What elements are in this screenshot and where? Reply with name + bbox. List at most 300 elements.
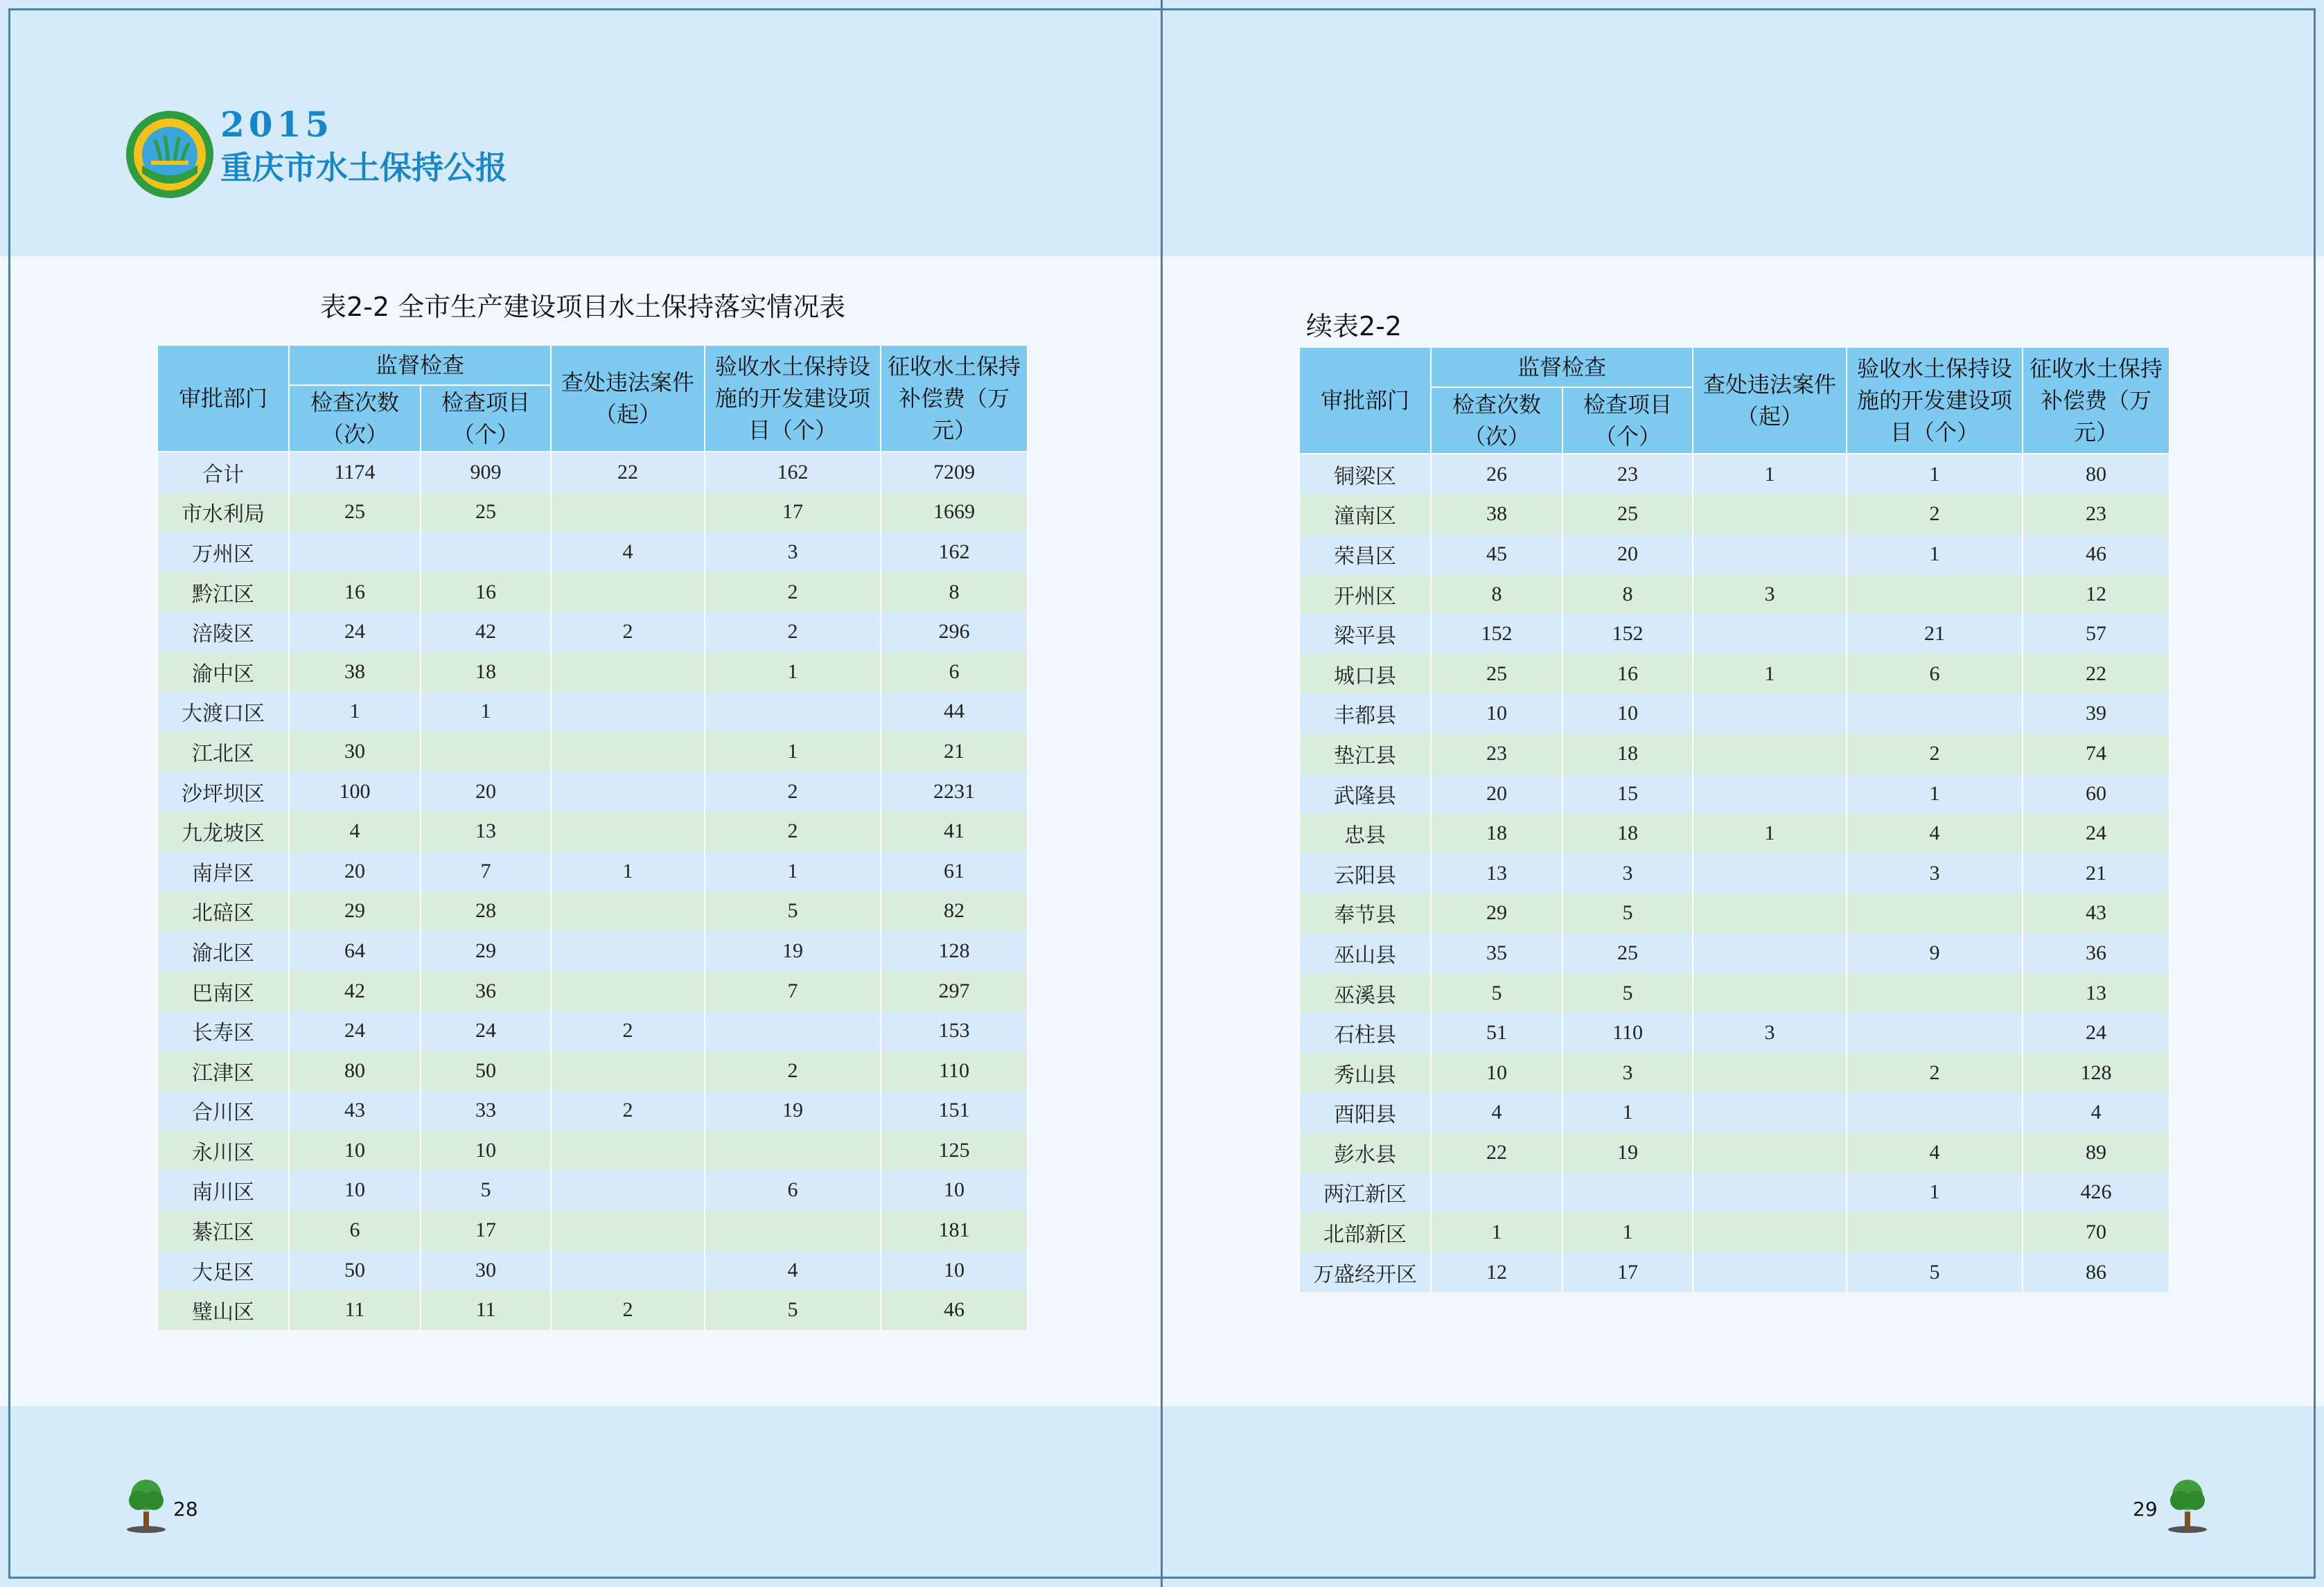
value-cell: 23 [2023, 495, 2169, 535]
value-cell: 4 [551, 532, 705, 572]
value-cell: 151 [881, 1091, 1028, 1131]
dept-cell: 江津区 [157, 1051, 289, 1091]
dept-cell: 长寿区 [157, 1011, 289, 1051]
value-cell: 82 [881, 892, 1028, 932]
value-cell: 1 [1693, 654, 1847, 694]
dept-cell: 梁平县 [1299, 614, 1431, 654]
value-cell: 162 [705, 452, 881, 493]
dept-cell: 忠县 [1299, 813, 1431, 853]
table-row [157, 532, 1028, 572]
value-cell: 64 [289, 931, 421, 971]
value-cell: 19 [705, 931, 881, 971]
value-cell: 28 [421, 892, 551, 932]
value-cell: 10 [289, 1171, 421, 1211]
value-cell: 29 [421, 931, 551, 971]
value-cell: 18 [421, 652, 551, 692]
value-cell [551, 1250, 705, 1291]
value-cell: 13 [421, 811, 551, 851]
value-cell [1693, 614, 1847, 654]
value-cell: 24 [2023, 813, 2169, 853]
value-cell: 4 [705, 1250, 881, 1291]
value-cell: 57 [2023, 614, 2169, 654]
value-cell [1693, 933, 1847, 973]
value-cell [551, 493, 705, 533]
table-row [157, 692, 1028, 732]
value-cell [551, 1210, 705, 1250]
value-cell: 18 [1431, 813, 1562, 853]
value-cell [1847, 973, 2023, 1013]
value-cell: 10 [289, 1131, 421, 1171]
right-table-title: 续表2-2 [1306, 311, 1402, 342]
table-row [1299, 654, 2169, 694]
value-cell [1693, 1093, 1847, 1133]
dept-cell: 市水利局 [157, 493, 289, 533]
table-row [1299, 534, 2169, 574]
dept-cell: 合计 [157, 452, 289, 493]
value-cell: 6 [881, 652, 1028, 692]
value-cell: 5 [705, 1290, 881, 1330]
value-cell: 8 [881, 572, 1028, 612]
table-row [157, 1250, 1028, 1291]
table-row [1299, 1212, 2169, 1252]
value-cell: 1 [1431, 1212, 1562, 1252]
value-cell: 10 [881, 1171, 1028, 1211]
value-cell: 5 [1562, 973, 1693, 1013]
value-cell: 30 [289, 732, 421, 772]
table-row [1299, 774, 2169, 814]
dept-cell: 渝中区 [157, 652, 289, 692]
value-cell: 50 [289, 1250, 421, 1291]
value-cell: 13 [2023, 973, 2169, 1013]
value-cell: 9 [1847, 933, 2023, 973]
value-cell: 23 [1431, 734, 1562, 774]
table-row [1299, 694, 2169, 734]
value-cell: 1 [421, 692, 551, 732]
dept-cell: 铜梁区 [1299, 454, 1431, 495]
value-cell [551, 692, 705, 732]
dept-cell: 合川区 [157, 1091, 289, 1131]
value-cell [1562, 1173, 1693, 1213]
value-cell: 10 [1562, 694, 1693, 734]
value-cell: 6 [289, 1210, 421, 1250]
value-cell [1847, 1093, 2023, 1133]
header-dept: 审批部门 [157, 345, 289, 452]
value-cell: 26 [1431, 454, 1562, 495]
value-cell: 89 [2023, 1133, 2169, 1173]
value-cell: 15 [1562, 774, 1693, 814]
value-cell: 909 [421, 452, 551, 493]
value-cell [551, 1171, 705, 1211]
value-cell: 43 [289, 1091, 421, 1131]
value-cell: 1 [1847, 534, 2023, 574]
value-cell: 11 [289, 1290, 421, 1330]
left-table-body [157, 452, 1028, 1330]
value-cell: 7 [705, 971, 881, 1011]
value-cell [1693, 853, 1847, 894]
dept-cell: 武隆县 [1299, 774, 1431, 814]
value-cell: 12 [2023, 574, 2169, 614]
value-cell: 18 [1562, 734, 1693, 774]
value-cell: 6 [1847, 654, 2023, 694]
value-cell: 38 [289, 652, 421, 692]
value-cell [1847, 894, 2023, 934]
value-cell: 20 [421, 772, 551, 812]
value-cell: 2231 [881, 772, 1028, 812]
dept-cell: 璧山区 [157, 1290, 289, 1330]
dept-cell: 秀山县 [1299, 1053, 1431, 1093]
table-row [157, 1131, 1028, 1171]
value-cell: 2 [705, 811, 881, 851]
dept-cell: 南川区 [157, 1171, 289, 1211]
value-cell: 1 [1693, 813, 1847, 853]
dept-cell: 江北区 [157, 732, 289, 772]
value-cell [1693, 1173, 1847, 1213]
header-projects: 检查项目（个） [1562, 387, 1693, 454]
value-cell [705, 1210, 881, 1250]
value-cell [705, 1011, 881, 1051]
value-cell [1693, 495, 1847, 535]
value-cell: 2 [1847, 734, 2023, 774]
tree-icon [125, 1478, 168, 1534]
table-row [1299, 734, 2169, 774]
value-cell: 20 [1431, 774, 1562, 814]
value-cell [705, 1131, 881, 1171]
value-cell: 4 [2023, 1093, 2169, 1133]
table-row [157, 1210, 1028, 1250]
value-cell: 60 [2023, 774, 2169, 814]
table-row [1299, 614, 2169, 654]
value-cell [1693, 774, 1847, 814]
dept-cell: 酉阳县 [1299, 1093, 1431, 1133]
table-row [1299, 813, 2169, 853]
value-cell: 42 [421, 612, 551, 652]
value-cell: 25 [289, 493, 421, 533]
value-cell: 2 [1847, 1053, 2023, 1093]
dept-cell: 两江新区 [1299, 1173, 1431, 1213]
table-row [157, 931, 1028, 971]
value-cell: 10 [1431, 694, 1562, 734]
dept-cell: 巫溪县 [1299, 973, 1431, 1013]
value-cell [1693, 534, 1847, 574]
value-cell: 30 [421, 1250, 551, 1291]
value-cell: 21 [2023, 853, 2169, 894]
report-title: 重庆市水土保持公报 [220, 149, 507, 186]
header-fees: 征收水土保持补偿费（万元） [2023, 347, 2169, 454]
dept-cell: 大足区 [157, 1250, 289, 1291]
value-cell: 51 [1431, 1013, 1562, 1053]
value-cell: 2 [551, 612, 705, 652]
value-cell [1847, 694, 2023, 734]
value-cell: 3 [1847, 853, 2023, 894]
value-cell: 22 [551, 452, 705, 493]
value-cell: 17 [1562, 1252, 1693, 1293]
value-cell [705, 692, 881, 732]
dept-cell: 渝北区 [157, 931, 289, 971]
table-row [157, 452, 1028, 493]
table-row [157, 493, 1028, 533]
value-cell: 16 [289, 572, 421, 612]
value-cell [551, 732, 705, 772]
value-cell: 24 [289, 612, 421, 652]
value-cell: 1669 [881, 493, 1028, 533]
value-cell: 1 [551, 851, 705, 892]
value-cell: 80 [289, 1051, 421, 1091]
value-cell: 46 [2023, 534, 2169, 574]
value-cell: 29 [1431, 894, 1562, 934]
value-cell: 46 [881, 1290, 1028, 1330]
value-cell: 162 [881, 532, 1028, 572]
value-cell: 128 [881, 931, 1028, 971]
value-cell: 2 [551, 1091, 705, 1131]
value-cell: 153 [881, 1011, 1028, 1051]
value-cell: 25 [421, 493, 551, 533]
value-cell: 12 [1431, 1252, 1562, 1293]
value-cell: 10 [1431, 1053, 1562, 1093]
value-cell [551, 931, 705, 971]
value-cell: 181 [881, 1210, 1028, 1250]
table-row [157, 1051, 1028, 1091]
table-row [1299, 1133, 2169, 1173]
header-acceptance: 验收水土保持设施的开发建设项目（个） [705, 345, 881, 452]
value-cell: 22 [1431, 1133, 1562, 1173]
value-cell: 38 [1431, 495, 1562, 535]
value-cell: 1 [1847, 1173, 2023, 1213]
tree-icon [2166, 1478, 2209, 1534]
value-cell: 100 [289, 772, 421, 812]
dept-cell: 九龙坡区 [157, 811, 289, 851]
value-cell [1693, 1212, 1847, 1252]
value-cell: 44 [881, 692, 1028, 732]
value-cell [551, 811, 705, 851]
value-cell [1693, 694, 1847, 734]
value-cell [1693, 1053, 1847, 1093]
value-cell: 7 [421, 851, 551, 892]
value-cell: 80 [2023, 454, 2169, 495]
page-number-right: 29 [2133, 1498, 2158, 1520]
value-cell: 17 [421, 1210, 551, 1250]
left-table-title: 表2-2 全市生产建设项目水土保持落实情况表 [320, 292, 846, 322]
value-cell: 5 [1562, 894, 1693, 934]
value-cell: 42 [289, 971, 421, 1011]
value-cell: 23 [1562, 454, 1693, 495]
value-cell [551, 772, 705, 812]
value-cell: 29 [289, 892, 421, 932]
value-cell: 2 [705, 772, 881, 812]
table-row [157, 892, 1028, 932]
value-cell: 22 [2023, 654, 2169, 694]
value-cell [1693, 1252, 1847, 1293]
value-cell: 19 [705, 1091, 881, 1131]
value-cell [551, 572, 705, 612]
dept-cell: 北部新区 [1299, 1212, 1431, 1252]
value-cell: 8 [1562, 574, 1693, 614]
value-cell: 11 [421, 1290, 551, 1330]
value-cell [551, 892, 705, 932]
header-supervision: 监督检查 [289, 345, 551, 385]
value-cell: 25 [1562, 933, 1693, 973]
value-cell: 3 [1693, 1013, 1847, 1053]
value-cell: 7209 [881, 452, 1028, 493]
value-cell [1847, 1013, 2023, 1053]
value-cell: 61 [881, 851, 1028, 892]
table-row [1299, 853, 2169, 894]
value-cell: 3 [1562, 853, 1693, 894]
dept-cell: 奉节县 [1299, 894, 1431, 934]
header-inspections: 检查次数（次） [289, 385, 421, 452]
value-cell: 152 [1562, 614, 1693, 654]
value-cell: 5 [1431, 973, 1562, 1013]
value-cell: 4 [1847, 1133, 2023, 1173]
table-row [157, 811, 1028, 851]
value-cell: 3 [705, 532, 881, 572]
value-cell: 110 [1562, 1013, 1693, 1053]
header-violations: 查处违法案件（起） [551, 345, 705, 452]
dept-cell: 丰都县 [1299, 694, 1431, 734]
table-row [1299, 1252, 2169, 1293]
table-row [157, 1091, 1028, 1131]
dept-cell: 北碚区 [157, 892, 289, 932]
dept-cell: 涪陵区 [157, 612, 289, 652]
dept-cell: 荣昌区 [1299, 534, 1431, 574]
table-row [157, 971, 1028, 1011]
value-cell [551, 971, 705, 1011]
value-cell: 1 [1562, 1212, 1693, 1252]
value-cell: 6 [705, 1171, 881, 1211]
table-row [1299, 894, 2169, 934]
value-cell: 1 [1562, 1093, 1693, 1133]
value-cell: 2 [1847, 495, 2023, 535]
value-cell [1431, 1173, 1562, 1213]
value-cell: 1 [1693, 454, 1847, 495]
value-cell: 152 [1431, 614, 1562, 654]
value-cell: 1 [1847, 774, 2023, 814]
table-row [157, 612, 1028, 652]
dept-cell: 巴南区 [157, 971, 289, 1011]
value-cell [1693, 973, 1847, 1013]
dept-cell: 大渡口区 [157, 692, 289, 732]
value-cell [421, 732, 551, 772]
dept-cell: 沙坪坝区 [157, 772, 289, 812]
dept-cell: 潼南区 [1299, 495, 1431, 535]
value-cell: 18 [1562, 813, 1693, 853]
value-cell [1847, 574, 2023, 614]
table-row [157, 1171, 1028, 1211]
dept-cell: 彭水县 [1299, 1133, 1431, 1173]
right-data-table [1299, 346, 2170, 1292]
header-dept: 审批部门 [1299, 347, 1431, 454]
dept-cell: 綦江区 [157, 1210, 289, 1250]
value-cell: 2 [551, 1011, 705, 1051]
table-row [1299, 933, 2169, 973]
value-cell: 74 [2023, 734, 2169, 774]
left-data-table [157, 344, 1028, 1330]
value-cell: 1174 [289, 452, 421, 493]
value-cell: 25 [1431, 654, 1562, 694]
value-cell: 19 [1562, 1133, 1693, 1173]
table-row [157, 1290, 1028, 1330]
value-cell: 43 [2023, 894, 2169, 934]
value-cell [1847, 1212, 2023, 1252]
value-cell: 10 [881, 1250, 1028, 1291]
table-row [157, 732, 1028, 772]
value-cell: 24 [421, 1011, 551, 1051]
dept-cell: 万盛经开区 [1299, 1252, 1431, 1293]
table-row [157, 652, 1028, 692]
dept-cell: 永川区 [157, 1131, 289, 1171]
value-cell: 45 [1431, 534, 1562, 574]
header-inspections: 检查次数（次） [1431, 387, 1562, 454]
value-cell: 8 [1431, 574, 1562, 614]
page-number-left: 28 [173, 1498, 198, 1520]
table-row [1299, 1053, 2169, 1093]
value-cell: 33 [421, 1091, 551, 1131]
value-cell: 36 [2023, 933, 2169, 973]
right-table-body [1299, 454, 2169, 1292]
value-cell: 86 [2023, 1252, 2169, 1293]
table-row [157, 1011, 1028, 1051]
value-cell: 21 [881, 732, 1028, 772]
value-cell [1693, 1133, 1847, 1173]
value-cell: 5 [421, 1171, 551, 1211]
table-row [1299, 495, 2169, 535]
header-acceptance: 验收水土保持设施的开发建设项目（个） [1847, 347, 2023, 454]
value-cell: 1 [705, 652, 881, 692]
value-cell: 4 [1847, 813, 2023, 853]
value-cell: 70 [2023, 1212, 2169, 1252]
value-cell: 39 [2023, 694, 2169, 734]
table-row [157, 851, 1028, 892]
value-cell: 10 [421, 1131, 551, 1171]
value-cell: 2 [705, 1051, 881, 1091]
table-row [157, 572, 1028, 612]
value-cell: 3 [1562, 1053, 1693, 1093]
dept-cell: 黔江区 [157, 572, 289, 612]
value-cell: 16 [421, 572, 551, 612]
dept-cell: 开州区 [1299, 574, 1431, 614]
table-row [1299, 973, 2169, 1013]
header-violations: 查处违法案件（起） [1693, 347, 1847, 454]
table-row [1299, 574, 2169, 614]
value-cell [551, 1051, 705, 1091]
header-projects: 检查项目（个） [421, 385, 551, 452]
value-cell: 4 [289, 811, 421, 851]
value-cell: 1 [1847, 454, 2023, 495]
value-cell: 41 [881, 811, 1028, 851]
value-cell [551, 652, 705, 692]
value-cell: 13 [1431, 853, 1562, 894]
value-cell: 5 [705, 892, 881, 932]
value-cell: 5 [1847, 1252, 2023, 1293]
value-cell: 2 [551, 1290, 705, 1330]
value-cell: 296 [881, 612, 1028, 652]
value-cell: 1 [705, 732, 881, 772]
table-row [1299, 1093, 2169, 1133]
value-cell: 35 [1431, 933, 1562, 973]
value-cell: 1 [289, 692, 421, 732]
value-cell: 20 [1562, 534, 1693, 574]
report-logo [125, 109, 215, 200]
value-cell [1693, 894, 1847, 934]
value-cell: 25 [1562, 495, 1693, 535]
value-cell: 2 [705, 612, 881, 652]
dept-cell: 南岸区 [157, 851, 289, 892]
value-cell: 426 [2023, 1173, 2169, 1213]
value-cell: 2 [705, 572, 881, 612]
value-cell: 21 [1847, 614, 2023, 654]
value-cell [551, 1131, 705, 1171]
value-cell: 297 [881, 971, 1028, 1011]
value-cell: 50 [421, 1051, 551, 1091]
